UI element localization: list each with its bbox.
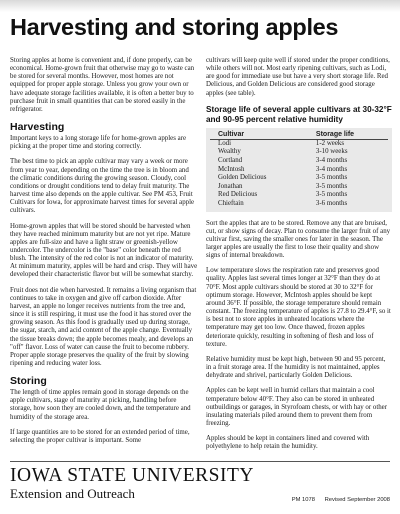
table-row — [210, 174, 388, 183]
header-cultivar: Cultivar — [210, 130, 308, 140]
harvest-paragraph-3: Home-grown apples that will be stored should be harvested when they have reached minimum maturity but are not yet ripe. Mature apples are full-size and have a light straw or greenish-yellow undercolor. The undercolor is the "base" color beneath the red blush. The intensity of the red color is not an indicator of maturity. At minimum maturity, apples will be hard and crisp. They will have developed their characteristic flavor but will be somewhat starchy. — [10, 222, 198, 279]
table-row — [210, 166, 388, 175]
storing-paragraph-2: If large quantities are to be stored for an extended period of time, selecting the proper cultivar is important. Some — [10, 428, 190, 444]
logo-university-name: IOWA STATE UNIVERSITY — [10, 465, 255, 486]
table-row — [210, 183, 388, 192]
storage-life-table — [210, 130, 388, 209]
table-row — [210, 157, 388, 166]
storage-life-cell: 3-4 months — [315, 165, 348, 173]
storage-life-cell: 3-5 months — [315, 191, 348, 199]
harvest-paragraph-4: Fruit does not die when harvested. It remains a living organism that continues to take in oxygen and give off carbon dioxide. After harvest, an apple no longer receives nutrients from the tree and, since it is still respiring, it must use the food it has stored over the growing season. As this food is gradually used up during storage, the sugar, starch, and acid content of the apple change. Eventually the tissue breaks down; the apple becomes mealy, and develops an "off" flavor. Loss of water can cause the fruit to become rubbery. Proper apple storage preserves the quality of the fruit by slowing ripening and reducing water loss. — [10, 286, 197, 367]
cultivar-cell: Jonathan — [218, 182, 243, 190]
harvesting-heading: Harvesting — [10, 121, 65, 134]
header-storage-life: Storage life — [308, 130, 388, 140]
harvest-paragraph-2: The best time to pick an apple cultivar may vary a week or more from year to year, depending on the time the tree is in bloom and the climatic conditions during the growing season. Cloudy, cool conditions or drought conditions tend to delay fruit maturity. The harvest time also depends on the apple cultivar. See PM 453, Fruit Cultivars for Iowa, for approximate harvest times for several apple cultivars. — [10, 158, 195, 215]
table-row — [210, 191, 388, 200]
storage-life-cell: 3-10 weeks — [315, 148, 348, 156]
right-paragraph-6: Apples should be kept in containers lined and covered with polyethylene to help retain the humidity. — [206, 435, 370, 451]
top-gradient-bar — [0, 0, 400, 12]
storing-paragraph-1: The length of time apples remain good in storage depends on the apple cultivars, stage of maturity at picking, handling before storage, how soon they are cooled down, and the temperature and humidity of the storage area. — [10, 389, 191, 421]
table-row — [210, 148, 388, 157]
right-column — [206, 57, 392, 458]
publication-info — [284, 497, 390, 503]
right-paragraph-5: Apples can be kept well in humid cellars that maintain a cool temperature below 40°F. They also can be stored in unheated outbuildings or garages, in Styrofoam chests, or with hay or other insulating materials piled around them to prevent them from freezing. — [206, 387, 388, 427]
storage-life-cell: 3-4 months — [315, 156, 348, 164]
storage-life-cell: 3-5 months — [315, 174, 348, 182]
page-title: Harvesting and storing apples — [10, 14, 339, 40]
table-row — [210, 139, 388, 148]
publication-number: PM 1078 — [291, 497, 315, 503]
right-paragraph-1: cultivars will keep quite well if stored under the proper conditions, while others will not. Most early ripening cultivars, such as Lodi, are good for immediate use but have a very short storage life. Red Delicious, and Golden Delicious are considered good storage apples (see table). — [206, 57, 390, 97]
table-header-row — [210, 130, 388, 140]
storage-life-cell: 1-2 weeks — [315, 139, 345, 147]
harvest-paragraph-1: Important keys to a long storage life for home-grown apples are picking at the proper time and storing correctly. — [10, 135, 187, 151]
university-logo — [10, 466, 260, 501]
storing-heading: Storing — [10, 375, 47, 388]
right-paragraph-4: Relative humidity must be kept high, between 90 and 95 percent, in a fruit storage area. If the humidity is not maintained, apples dehydrate and shrivel, particularly Golden Delicious. — [206, 355, 386, 380]
right-paragraph-3: Low temperature slows the respiration rate and preserves good quality. Apples last several times longer at 32°F than they do at 70°F. Most apple cultivars should be stored at 30 to 32°F for optimum storage. However, McIntosh apples should be kept around 36°F. If possible, the storage temperature should remain constant. The freezing temperature of apples is 27.8 to 29.4°F, so it is best not to store apples in unheated locations where the temperature may get too low. Once thawed, frozen apples deteriorate quickly, resulting in softening of flesh and loss of texture. — [206, 267, 391, 348]
footer-divider — [10, 461, 390, 462]
storage-life-cell: 3-5 months — [315, 182, 348, 190]
cultivar-cell: Red Delicious — [218, 191, 258, 199]
revision-date: Revised September 2008 — [324, 497, 390, 503]
left-column — [10, 57, 198, 452]
storage-table-title: Storage life of several apple cultivars at 30-32°F and 90-95 percent relative humidity — [206, 104, 392, 124]
cultivar-cell: Golden Delicious — [218, 174, 267, 182]
cultivar-cell: Wealthy — [218, 148, 241, 156]
right-paragraph-2: Sort the apples that are to be stored. Remove any that are bruised, cut, or show signs of decay. Plan to consume the larger fruit of any cultivar first, saving the smaller ones for later in the season. The larger apples are usually the first to lose their quality and show signs of internal breakdown. — [206, 219, 391, 260]
cultivar-cell: McIntosh — [218, 165, 245, 173]
intro-paragraph: Storing apples at home is convenient and, if done properly, can be economical. Home-grown fruit that otherwise may go to waste can be stored for several months. However, most homes are not equipped for proper apple storage. Unless you grow your own or have adequate storage facilities available, it is often a better buy to purchase fruit in small quantities that can be stored easily in the refrigerator. — [10, 57, 195, 113]
cultivar-cell: Cortland — [218, 156, 243, 164]
cultivar-cell: Chieftain — [218, 199, 244, 207]
storage-life-cell: 3-6 months — [315, 199, 348, 207]
storage-table-box — [206, 128, 392, 212]
logo-unit-name: Extension and Outreach — [10, 486, 135, 501]
table-row — [210, 200, 388, 209]
cultivar-cell: Lodi — [218, 139, 232, 147]
